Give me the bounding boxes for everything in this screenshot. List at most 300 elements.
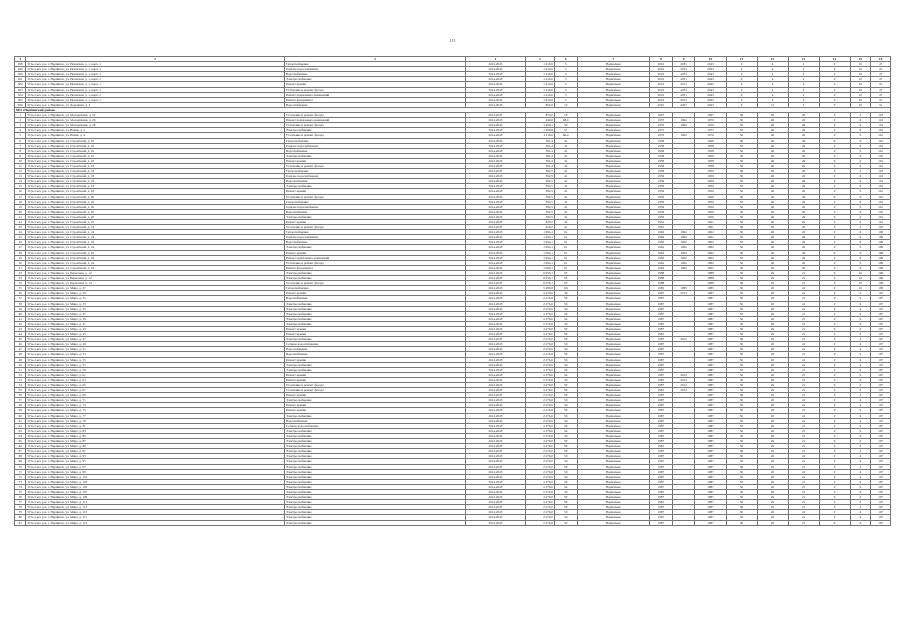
- table-cell: 392,5: [525, 169, 554, 174]
- table-cell: 26: [788, 148, 819, 153]
- table-cell: 41: [554, 174, 577, 179]
- table-cell: 2014-2043: [465, 321, 525, 326]
- table-cell: 50: [554, 459, 577, 464]
- table-cell: Нормально: [577, 321, 649, 326]
- table-cell: 0: [850, 250, 871, 255]
- table-cell: Утепление и ремонт фасада: [284, 388, 465, 393]
- table-cell: 107: [871, 439, 891, 444]
- table-cell: 2: [788, 77, 819, 82]
- table-cell: 2014-2043: [465, 158, 525, 163]
- table-cell: 2014-2043: [465, 332, 525, 337]
- table-cell: Усть-Сыл. р-н, г. Нерпинск, ул. Строителей, д. 24: [26, 250, 285, 255]
- table-cell: Усть-Сыл. р-н, г. Нерпинск, ул. Мира, д. 75: [26, 408, 285, 413]
- table-cell: Нормально: [577, 347, 649, 352]
- table-cell: 41: [554, 153, 577, 158]
- table-cell: 1959: [649, 174, 672, 179]
- table-cell: 2043: [695, 67, 726, 72]
- table-cell: Ремонт фундамента: [284, 265, 465, 270]
- table-cell: Усть-Сыл. р-н, г. Нерпинск, ул. Береговая, д. 12: [26, 276, 285, 281]
- table-cell: 2 276,0: [525, 326, 554, 331]
- table-cell: Усть-Сыл. р-н, г. Нерпинск, ул. Мира, д. 37: [26, 311, 285, 316]
- table-cell: 26: [757, 291, 788, 296]
- table-cell: 50: [726, 495, 757, 500]
- table-cell: Усть-Сыл. р-н, г. Нерпинск, ул. Строителей, д. 18: [26, 174, 285, 179]
- table-cell: Нормально: [577, 87, 649, 92]
- table-cell: Нормально: [577, 301, 649, 306]
- table-cell: 1988: [695, 281, 726, 286]
- table-cell: 66,4: [554, 133, 577, 138]
- table-cell: 1 118,0: [525, 133, 554, 138]
- table-cell: 26: [788, 153, 819, 158]
- table-cell: 391,4: [525, 138, 554, 143]
- table-cell: 1987: [649, 423, 672, 428]
- table-cell: Электроснабжение: [284, 214, 465, 219]
- table-cell: 391,4: [525, 148, 554, 153]
- table-cell: 50: [726, 474, 757, 479]
- table-cell: Нормально: [577, 367, 649, 372]
- table-cell: 1962: [649, 265, 672, 270]
- table-cell: 4: [757, 87, 788, 92]
- table-cell: 26: [757, 403, 788, 408]
- column-header: 5: [525, 57, 554, 62]
- table-cell: 37: [15, 296, 26, 301]
- table-cell: 0: [819, 250, 850, 255]
- table-cell: 1961: [649, 220, 672, 225]
- table-cell: 1 619,0: [525, 77, 554, 82]
- table-cell: 116: [871, 184, 891, 189]
- table-cell: 2031: [672, 77, 695, 82]
- table-cell: 0: [850, 199, 871, 204]
- table-cell: 1987: [649, 342, 672, 347]
- table-cell: 1958: [695, 163, 726, 168]
- table-cell: 0: [850, 220, 871, 225]
- table-cell: Усть-Сыл. р-н, г. Нерпинск, ул. Мира, д. 77: [26, 413, 285, 418]
- table-cell: Усть-Сыл. р-н, г. Нерпинск, ул. Новая, д. 4: [26, 133, 285, 138]
- table-cell: 26: [757, 281, 788, 286]
- table-cell: 21: [788, 296, 819, 301]
- table-cell: 1987: [649, 464, 672, 469]
- table-cell: 6: [850, 464, 871, 469]
- table-cell: 0: [850, 194, 871, 199]
- table-cell: 41: [554, 163, 577, 168]
- table-cell: Нормально: [577, 413, 649, 418]
- table-cell: 109: [871, 230, 891, 235]
- table-cell: 0: [819, 296, 850, 301]
- table-cell: Ремонт подвальных помещений: [284, 92, 465, 97]
- table-cell: 50: [726, 230, 757, 235]
- table-cell: 50: [726, 133, 757, 138]
- table-cell: 2014-2043: [465, 505, 525, 510]
- table-cell: Усть-Сыл. р-н, г. Нерпинск, ул. Строителей, д. 20: [26, 209, 285, 214]
- table-cell: 26: [757, 449, 788, 454]
- table-cell: 1962: [649, 255, 672, 260]
- table-cell: Усть-Сыл. р-н, г. Нерпинск, ул. Молодёжная, д. 24: [26, 113, 285, 118]
- table-cell: 35: [15, 286, 26, 291]
- table-cell: 116: [871, 123, 891, 128]
- table-cell: 3: [554, 92, 577, 97]
- table-cell: 0: [850, 163, 871, 168]
- table-cell: 0: [850, 133, 871, 138]
- table-cell: Усть-Сыл. р-н, г. Нерпинск, ул. Строителей, д. 24: [26, 230, 285, 235]
- table-cell: 116: [871, 133, 891, 138]
- table-cell: 1970: [695, 123, 726, 128]
- table-cell: Электроснабжение: [284, 439, 465, 444]
- table-cell: Ремонт крыши: [284, 377, 465, 382]
- table-cell: 1987: [649, 296, 672, 301]
- table-cell: 1987: [695, 398, 726, 403]
- table-cell: 0: [819, 291, 850, 296]
- table-cell: Электроснабжение: [284, 489, 465, 494]
- table-cell: 0: [819, 347, 850, 352]
- table-cell: Нормально: [577, 184, 649, 189]
- table-cell: 6: [850, 388, 871, 393]
- table-cell: 107: [871, 393, 891, 398]
- table-cell: 50: [726, 220, 757, 225]
- table-cell: 1987: [695, 464, 726, 469]
- table-cell: 26: [757, 372, 788, 377]
- table-cell: 1987: [695, 393, 726, 398]
- table-cell: 50: [554, 311, 577, 316]
- table-cell: 50: [726, 444, 757, 449]
- table-cell: 2 276,0: [525, 352, 554, 357]
- table-cell: 1987: [695, 495, 726, 500]
- table-cell: 2014-2043: [465, 148, 525, 153]
- table-cell: Усть-Сыл. р-н, г. Нерпинск, ул. Строителей, д. 18: [26, 163, 285, 168]
- table-cell: 299: [15, 67, 26, 72]
- table-cell: 19: [15, 204, 26, 209]
- table-cell: 1987: [649, 352, 672, 357]
- table-cell: 41: [15, 316, 26, 321]
- table-cell: 0: [726, 67, 757, 72]
- table-cell: 6: [850, 403, 871, 408]
- table-cell: 1961: [695, 220, 726, 225]
- table-cell: 6 056,1: [525, 281, 554, 286]
- table-cell: 2 276,0: [525, 433, 554, 438]
- table-cell: 392,5: [525, 184, 554, 189]
- table-cell: 6: [850, 495, 871, 500]
- table-cell: 21: [788, 454, 819, 459]
- table-cell: 50: [554, 301, 577, 306]
- table-cell: Усть-Сыл. р-н, г. Нерпинск, ул. Строителей, д. 24: [26, 240, 285, 245]
- table-cell: 41: [554, 179, 577, 184]
- table-cell: 2014-2043: [465, 138, 525, 143]
- table-cell: 1962: [672, 240, 695, 245]
- table-cell: 1987: [695, 296, 726, 301]
- table-cell: Электроснабжение: [284, 367, 465, 372]
- table-cell: 4: [757, 77, 788, 82]
- table-cell: Электроснабжение: [284, 362, 465, 367]
- table-cell: 74: [15, 484, 26, 489]
- table-cell: 1959: [695, 174, 726, 179]
- table-cell: 21: [788, 342, 819, 347]
- table-cell: 2031: [672, 72, 695, 77]
- table-cell: 50: [15, 362, 26, 367]
- table-cell: 26: [788, 194, 819, 199]
- table-cell: 70: [15, 464, 26, 469]
- table-cell: Нормально: [577, 199, 649, 204]
- table-cell: 0: [819, 515, 850, 520]
- table-cell: 0: [819, 97, 850, 102]
- table-cell: 26: [757, 418, 788, 423]
- table-cell: 0: [819, 479, 850, 484]
- table-cell: 40: [757, 184, 788, 189]
- table-cell: 26: [757, 352, 788, 357]
- table-cell: Электроснабжение: [284, 459, 465, 464]
- table-cell: Электроснабжение: [284, 479, 465, 484]
- table-cell: Нормально: [577, 489, 649, 494]
- table-cell: 107: [871, 372, 891, 377]
- table-cell: 26: [788, 250, 819, 255]
- table-cell: 2 276,0: [525, 306, 554, 311]
- table-cell: 0: [819, 214, 850, 219]
- table-cell: 50: [554, 321, 577, 326]
- column-header: 3: [284, 57, 465, 62]
- table-cell: 40: [757, 255, 788, 260]
- table-cell: Ремонт крыши: [284, 158, 465, 163]
- table-cell: 1987: [649, 408, 672, 413]
- table-cell: Нормально: [577, 469, 649, 474]
- table-cell: Усть-Сыл. р-н, г. Нерпинск, ул. Мира, д. 57: [26, 362, 285, 367]
- table-cell: 2014-2043: [465, 444, 525, 449]
- table-cell: 1 619,0: [525, 82, 554, 87]
- table-cell: Водоснабжение: [284, 418, 465, 423]
- table-cell: 1962: [672, 265, 695, 270]
- table-cell: 3: [554, 72, 577, 77]
- table-cell: Нормально: [577, 82, 649, 87]
- table-cell: 1976: [649, 133, 672, 138]
- table-cell: Ремонт крыши: [284, 357, 465, 362]
- table-cell: 0: [819, 398, 850, 403]
- table-cell: 2014-2043: [465, 153, 525, 158]
- table-cell: Усть-Сыл. р-н, г. Нерпинск, ул. Строителей, д. 22: [26, 225, 285, 230]
- table-cell: Усть-Сыл. р-н, г. Нерпинск, ул. Мира, д. 115: [26, 510, 285, 515]
- table-cell: 6: [850, 342, 871, 347]
- table-cell: Нормально: [577, 128, 649, 133]
- table-cell: 61: [554, 255, 577, 260]
- table-cell: Усть-Сыл. р-н, г. Нерпинск, ул. Мира, д. 79: [26, 418, 285, 423]
- table-cell: 0: [819, 500, 850, 505]
- table-cell: 21: [15, 214, 26, 219]
- table-cell: 45: [15, 337, 26, 342]
- table-cell: Нормально: [577, 439, 649, 444]
- table-cell: 107: [871, 352, 891, 357]
- table-cell: 61: [554, 250, 577, 255]
- table-cell: 116: [871, 128, 891, 133]
- table-cell: 2014-2043: [465, 352, 525, 357]
- table-cell: 2031: [672, 92, 695, 97]
- table-cell: 6: [850, 393, 871, 398]
- table-cell: 1962: [695, 240, 726, 245]
- table-cell: Нормально: [577, 169, 649, 174]
- table-cell: 26: [788, 184, 819, 189]
- table-cell: 32: [15, 270, 26, 275]
- table-cell: Усть-Сыл. р-н, г. Нерпинск, ул. Строителей, д. 16: [26, 158, 285, 163]
- table-cell: 107: [871, 489, 891, 494]
- table-cell: 50: [726, 179, 757, 184]
- table-cell: Нормально: [577, 174, 649, 179]
- table-cell: 6: [850, 449, 871, 454]
- table-cell: 21: [788, 286, 819, 291]
- table-cell: 31: [15, 265, 26, 270]
- table-cell: 116: [871, 118, 891, 123]
- table-cell: Нормально: [577, 332, 649, 337]
- table-cell: 50: [726, 281, 757, 286]
- table-cell: 2014-2043: [465, 408, 525, 413]
- table-cell: 21: [788, 306, 819, 311]
- table-cell: Нормально: [577, 296, 649, 301]
- table-cell: Нормально: [577, 423, 649, 428]
- table-cell: 0: [819, 454, 850, 459]
- table-cell: 2014-2043: [465, 82, 525, 87]
- table-cell: 26: [788, 174, 819, 179]
- table-cell: 75: [15, 489, 26, 494]
- table-cell: 40: [757, 153, 788, 158]
- table-cell: 2 276,0: [525, 459, 554, 464]
- table-cell: 26: [757, 459, 788, 464]
- table-cell: 116: [871, 220, 891, 225]
- table-cell: Усть-Сыл. р-н, г. Нерпинск, ул. Рязанская, д. 1, корп. 1: [26, 67, 285, 72]
- table-cell: 50: [726, 153, 757, 158]
- table-cell: Электроснабжение: [284, 153, 465, 158]
- table-cell: 1987: [649, 489, 672, 494]
- table-cell: 40: [757, 169, 788, 174]
- table-cell: 57: [15, 398, 26, 403]
- table-cell: Электроснабжение: [284, 484, 465, 489]
- table-cell: 2014-2043: [465, 209, 525, 214]
- table-cell: 50: [726, 194, 757, 199]
- table-cell: 50: [554, 372, 577, 377]
- table-cell: Электроснабжение: [284, 306, 465, 311]
- table-cell: 0: [726, 62, 757, 67]
- table-cell: 2012: [672, 337, 695, 342]
- table-cell: 40: [757, 235, 788, 240]
- table-cell: 1962: [695, 250, 726, 255]
- table-cell: 0: [819, 321, 850, 326]
- table-cell: 109: [871, 276, 891, 281]
- table-cell: 0: [850, 143, 871, 148]
- table-cell: Электроснабжение: [284, 495, 465, 500]
- table-cell: 1987: [649, 403, 672, 408]
- table-cell: 0: [819, 163, 850, 168]
- table-cell: 50: [554, 393, 577, 398]
- table-cell: 15: [15, 184, 26, 189]
- table-cell: 0: [819, 326, 850, 331]
- table-cell: 26: [757, 332, 788, 337]
- table-cell: 0: [726, 102, 757, 107]
- table-cell: 30: [15, 260, 26, 265]
- table-cell: 107: [871, 469, 891, 474]
- table-cell: 21: [788, 326, 819, 331]
- table-cell: 5: [15, 133, 26, 138]
- table-cell: 50: [726, 128, 757, 133]
- table-cell: 7: [15, 143, 26, 148]
- table-cell: 1959: [649, 179, 672, 184]
- column-header: 10: [695, 57, 726, 62]
- table-cell: 47: [871, 82, 891, 87]
- table-cell: 26: [757, 286, 788, 291]
- table-cell: Нормально: [577, 265, 649, 270]
- table-cell: Утепление и ремонт фасада: [284, 87, 465, 92]
- table-cell: Сетевое водоснабжение: [284, 342, 465, 347]
- table-cell: 40: [757, 158, 788, 163]
- table-cell: 50: [726, 174, 757, 179]
- table-cell: 50: [726, 337, 757, 342]
- table-cell: Нормально: [577, 250, 649, 255]
- table-cell: 50: [554, 449, 577, 454]
- table-cell: 0: [819, 383, 850, 388]
- table-cell: 1: [15, 113, 26, 118]
- table-cell: 26: [757, 428, 788, 433]
- table-cell: 26: [788, 189, 819, 194]
- table-cell: 1987: [649, 326, 672, 331]
- table-cell: Нормально: [577, 403, 649, 408]
- table-cell: 620,2: [525, 220, 554, 225]
- table-cell: Усть-Сыл. р-н, г. Нерпинск, ул. Мира, д. 35: [26, 306, 285, 311]
- table-cell: Усть-Сыл. р-н, г. Нерпинск, ул. Мира, д. 109: [26, 495, 285, 500]
- table-cell: 0: [850, 128, 871, 133]
- column-header: 6: [554, 57, 577, 62]
- table-cell: Нормально: [577, 158, 649, 163]
- table-cell: 4: [757, 62, 788, 67]
- table-cell: 2014-2043: [465, 220, 525, 225]
- table-cell: 2014-2043: [465, 281, 525, 286]
- table-cell: 2016: [649, 67, 672, 72]
- table-cell: 1961: [649, 225, 672, 230]
- table-cell: 2014-2043: [465, 113, 525, 118]
- table-cell: 116: [871, 153, 891, 158]
- table-cell: 0: [819, 342, 850, 347]
- table-cell: 50: [726, 199, 757, 204]
- table-cell: 1987: [649, 383, 672, 388]
- table-cell: 50: [726, 342, 757, 347]
- table-cell: 50: [726, 505, 757, 510]
- table-cell: 26: [788, 255, 819, 260]
- table-cell: 50: [554, 403, 577, 408]
- table-cell: 1987: [695, 306, 726, 311]
- table-cell: 0: [819, 311, 850, 316]
- table-cell: 0: [819, 357, 850, 362]
- table-cell: 50: [554, 428, 577, 433]
- table-cell: 47: [871, 87, 891, 92]
- table-cell: 2 276,0: [525, 398, 554, 403]
- table-cell: 392,5: [525, 209, 554, 214]
- table-cell: 1959: [695, 204, 726, 209]
- table-cell: 0: [819, 67, 850, 72]
- table-cell: 40: [757, 118, 788, 123]
- table-cell: 6: [850, 423, 871, 428]
- table-cell: 40: [757, 260, 788, 265]
- table-cell: Горячее водоснабжение: [284, 204, 465, 209]
- table-cell: Усть-Сыл. р-н, г. Нерпинск, ул. Мира, д. 107: [26, 489, 285, 494]
- table-cell: 50: [726, 265, 757, 270]
- table-cell: 6: [850, 306, 871, 311]
- table-cell: 21: [788, 388, 819, 393]
- table-cell: 6: [850, 383, 871, 388]
- table-cell: 0: [819, 276, 850, 281]
- table-cell: 2 276,0: [525, 484, 554, 489]
- table-cell: 6: [850, 291, 871, 296]
- table-cell: 0: [726, 97, 757, 102]
- table-cell: 26: [788, 230, 819, 235]
- table-cell: 26: [757, 398, 788, 403]
- table-cell: 392,5: [525, 174, 554, 179]
- table-cell: Усть-Сыл. р-н, г. Нерпинск, ул. Мира, д. 31: [26, 296, 285, 301]
- table-cell: 2014-2043: [465, 97, 525, 102]
- table-cell: 300: [15, 72, 26, 77]
- table-cell: 26: [788, 158, 819, 163]
- table-cell: Ремонт фундамента: [284, 97, 465, 102]
- table-cell: 61: [554, 260, 577, 265]
